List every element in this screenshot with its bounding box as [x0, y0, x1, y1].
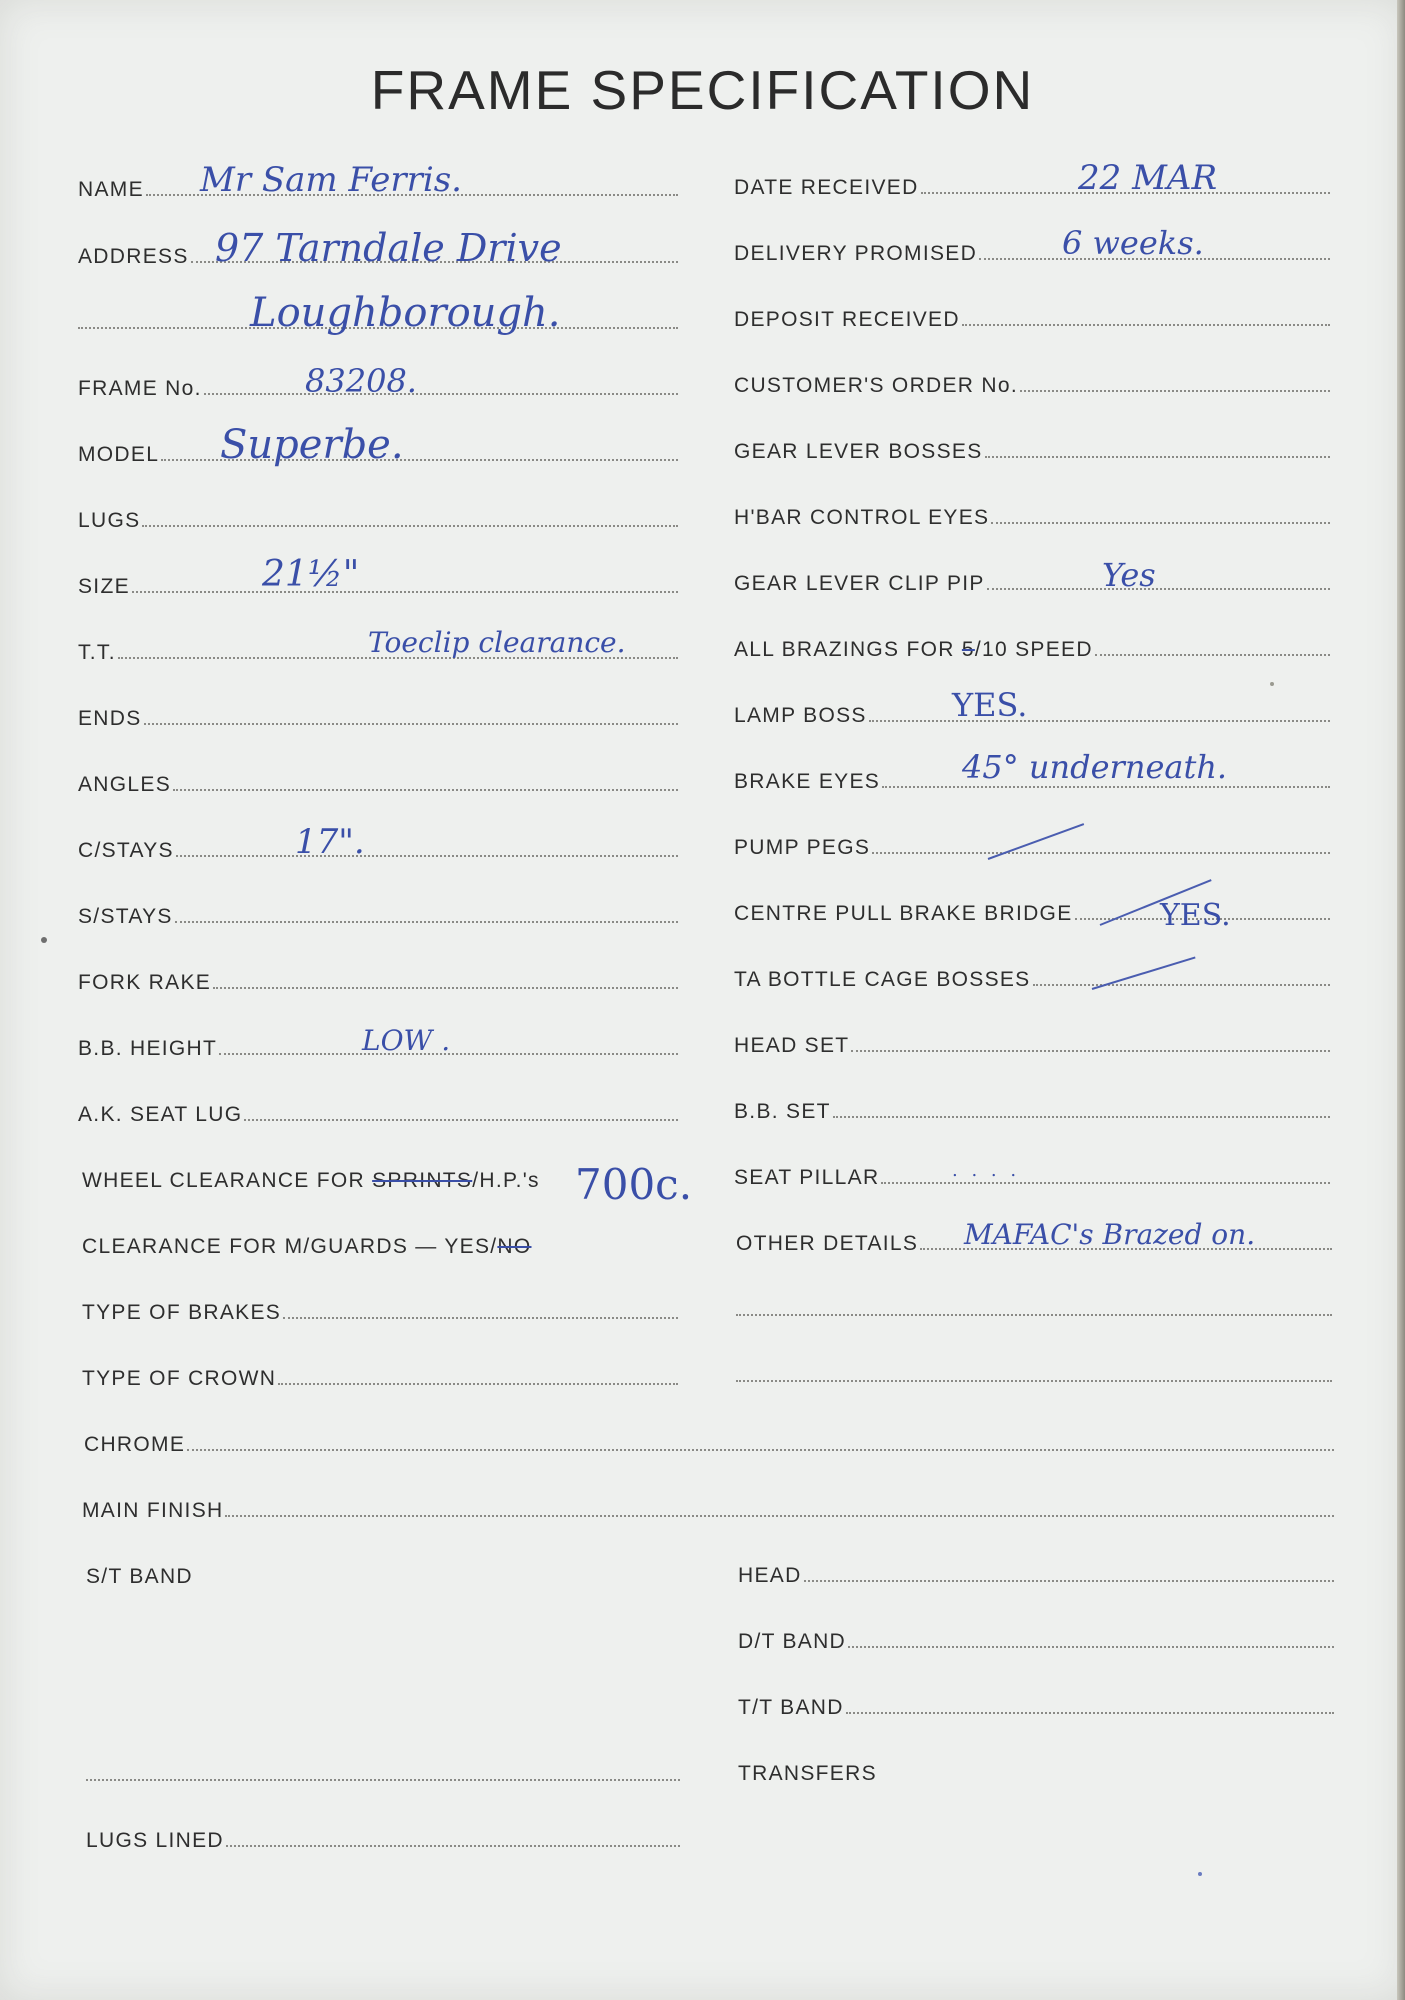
ak-seat-lug-line[interactable] — [244, 1119, 678, 1121]
lamp-boss-value: YES. — [952, 686, 1028, 724]
pump-pegs-label: PUMP PEGS — [734, 836, 871, 859]
tt-band-row — [738, 1685, 1334, 1721]
date-received-value: 22 MAR — [1078, 158, 1218, 198]
crown-label: TYPE OF CROWN — [82, 1367, 277, 1390]
delivery-row — [734, 231, 1330, 267]
sstays-label: S/STAYS — [78, 905, 173, 928]
size-line[interactable] — [132, 591, 678, 593]
angles-line[interactable] — [173, 789, 678, 791]
gear-bosses-label: GEAR LEVER BOSSES — [734, 440, 983, 463]
chrome-row — [84, 1422, 1334, 1458]
no-struck: NO — [497, 1235, 532, 1258]
gear-bosses-row — [734, 429, 1330, 465]
name-label: NAME — [78, 178, 144, 201]
order-no-line[interactable] — [1020, 390, 1330, 392]
ta-bosses-line[interactable] — [1033, 984, 1331, 986]
lugs-lined-row — [86, 1818, 680, 1854]
gear-pip-line[interactable] — [987, 588, 1330, 590]
paper-speck — [1270, 682, 1274, 686]
lugs-line[interactable] — [142, 525, 678, 527]
order-no-label: CUSTOMER'S ORDER No. — [734, 374, 1018, 397]
fork-rake-label: FORK RAKE — [78, 971, 212, 994]
other-details-label: OTHER DETAILS — [736, 1232, 919, 1255]
cstays-value: 17". — [295, 822, 365, 862]
ends-row — [78, 696, 678, 732]
main-finish-label: MAIN FINISH — [82, 1499, 224, 1522]
gear-bosses-line[interactable] — [985, 456, 1330, 458]
delivery-label: DELIVERY PROMISED — [734, 242, 978, 265]
other-details-row-2 — [736, 1287, 1332, 1323]
seat-pillar-label: SEAT PILLAR — [734, 1166, 880, 1189]
brake-eyes-value: 45° underneath. — [962, 748, 1228, 786]
crown-line[interactable] — [278, 1383, 678, 1385]
brazings-label: ALL BRAZINGS FOR 5/10 SPEED — [734, 638, 1093, 661]
tt-band-line[interactable] — [846, 1712, 1334, 1714]
main-finish-row — [82, 1488, 1334, 1524]
dt-band-row — [738, 1619, 1334, 1655]
ak-seat-lug-label: A.K. SEAT LUG — [78, 1103, 243, 1126]
tt-value: Toeclip clearance. — [368, 626, 626, 659]
angles-row — [78, 762, 678, 798]
dt-band-label: D/T BAND — [738, 1630, 847, 1653]
brake-eyes-line[interactable] — [882, 786, 1330, 788]
head-set-label: HEAD SET — [734, 1034, 850, 1057]
gear-pip-row — [734, 561, 1330, 597]
frame-no-line[interactable] — [204, 393, 678, 395]
head-set-line[interactable] — [851, 1050, 1330, 1052]
tt-label: T.T. — [78, 641, 116, 664]
frame-no-value: 83208. — [305, 362, 417, 400]
brazings-row — [734, 627, 1330, 663]
ta-bosses-row — [734, 957, 1330, 993]
seat-pillar-value: . . . . — [952, 1160, 1021, 1181]
deposit-label: DEPOSIT RECEIVED — [734, 308, 960, 331]
hbar-eyes-line[interactable] — [991, 522, 1330, 524]
lugs-row — [78, 498, 678, 534]
bb-height-value: LOW . — [362, 1024, 451, 1057]
st-band-row — [86, 1554, 286, 1590]
lamp-boss-line[interactable] — [869, 720, 1330, 722]
centre-pull-row — [734, 891, 1330, 927]
brake-eyes-label: BRAKE EYES — [734, 770, 881, 793]
transfers-label: TRANSFERS — [738, 1762, 877, 1785]
pump-pegs-line[interactable] — [872, 852, 1330, 854]
cstays-label: C/STAYS — [78, 839, 174, 862]
head-line[interactable] — [804, 1580, 1334, 1582]
lugs-lined-label: LUGS LINED — [86, 1829, 224, 1852]
ta-bosses-label: TA BOTTLE CAGE BOSSES — [734, 968, 1031, 991]
sprints-struck: SPRINTS — [372, 1169, 473, 1192]
sstays-row — [78, 894, 678, 930]
size-label: SIZE — [78, 575, 130, 598]
tt-band-label: T/T BAND — [738, 1696, 844, 1719]
gear-pip-label: GEAR LEVER CLIP PIP — [734, 572, 985, 595]
seat-pillar-row — [734, 1155, 1330, 1191]
brakes-label: TYPE OF BRAKES — [82, 1301, 282, 1324]
other-details-line-3[interactable] — [736, 1380, 1332, 1382]
size-value: 21½" — [262, 554, 360, 595]
hbar-eyes-label: H'BAR CONTROL EYES — [734, 506, 990, 529]
main-finish-line[interactable] — [225, 1515, 1334, 1517]
crown-row — [82, 1356, 678, 1392]
cstays-line[interactable] — [176, 855, 678, 857]
mguards-label: CLEARANCE FOR M/GUARDS — YES/NO — [82, 1235, 532, 1258]
bb-height-label: B.B. HEIGHT — [78, 1037, 218, 1060]
order-no-row — [734, 363, 1330, 399]
bb-set-row — [734, 1089, 1330, 1125]
model-label: MODEL — [78, 443, 160, 466]
angles-label: ANGLES — [78, 773, 171, 796]
lamp-boss-label: LAMP BOSS — [734, 704, 867, 727]
chrome-label: CHROME — [84, 1433, 186, 1456]
address-label: ADDRESS — [78, 245, 189, 268]
brakes-row — [82, 1290, 678, 1326]
hbar-eyes-row — [734, 495, 1330, 531]
date-received-row — [734, 165, 1330, 201]
wheel-clearance-value: 700c. — [575, 1160, 693, 1209]
lugs-lined-line[interactable] — [226, 1845, 680, 1847]
five-struck: 5 — [961, 638, 975, 661]
head-label: HEAD — [738, 1564, 802, 1587]
fork-rake-line[interactable] — [213, 987, 678, 989]
ak-seat-lug-row — [78, 1092, 678, 1128]
delivery-value: 6 weeks. — [1062, 224, 1204, 262]
frame-no-label: FRAME No. — [78, 377, 202, 400]
size-row — [78, 564, 678, 600]
fork-rake-row — [78, 960, 678, 996]
head-row — [738, 1553, 1334, 1589]
brakes-line[interactable] — [283, 1317, 678, 1319]
ends-line[interactable] — [144, 723, 678, 725]
address-value: 97 Tarndale Drive — [215, 226, 562, 270]
cstays-row — [78, 828, 678, 864]
date-received-label: DATE RECEIVED — [734, 176, 919, 199]
wheel-clearance-label: WHEEL CLEARANCE FOR SPRINTS/H.P.'s — [82, 1169, 540, 1192]
chrome-line[interactable] — [187, 1449, 1334, 1451]
other-details-value: MAFAC's Brazed on. — [964, 1218, 1256, 1251]
deposit-line[interactable] — [962, 324, 1330, 326]
seat-pillar-line[interactable] — [881, 1182, 1330, 1184]
centre-pull-value: YES. — [1160, 898, 1231, 933]
paper-edge — [1397, 0, 1405, 2000]
centre-pull-label: CENTRE PULL BRAKE BRIDGE — [734, 902, 1073, 925]
paper-speck — [1198, 1872, 1202, 1876]
blank-row — [86, 1752, 680, 1788]
brazings-line[interactable] — [1095, 654, 1330, 656]
blank-line[interactable] — [86, 1779, 680, 1781]
head-set-row — [734, 1023, 1330, 1059]
sstays-line[interactable] — [175, 921, 678, 923]
bb-set-line[interactable] — [833, 1116, 1330, 1118]
dt-band-line[interactable] — [848, 1646, 1334, 1648]
lamp-boss-row — [734, 693, 1330, 729]
form-title: FRAME SPECIFICATION — [370, 59, 1035, 121]
transfers-row — [738, 1751, 1334, 1787]
deposit-row — [734, 297, 1330, 333]
wheel-clearance-row — [82, 1158, 572, 1194]
address-value-2: Loughborough. — [250, 290, 561, 336]
paper-speck — [41, 937, 47, 943]
st-band-label: S/T BAND — [86, 1565, 193, 1588]
gear-pip-value: Yes — [1102, 556, 1156, 594]
model-value: Superbe. — [220, 422, 404, 468]
lugs-label: LUGS — [78, 509, 141, 532]
name-value: Mr Sam Ferris. — [200, 160, 462, 200]
ends-label: ENDS — [78, 707, 142, 730]
bb-set-label: B.B. SET — [734, 1100, 831, 1123]
other-details-line-2[interactable] — [736, 1314, 1332, 1316]
mguards-row — [82, 1224, 602, 1260]
other-details-row-3 — [736, 1353, 1332, 1389]
